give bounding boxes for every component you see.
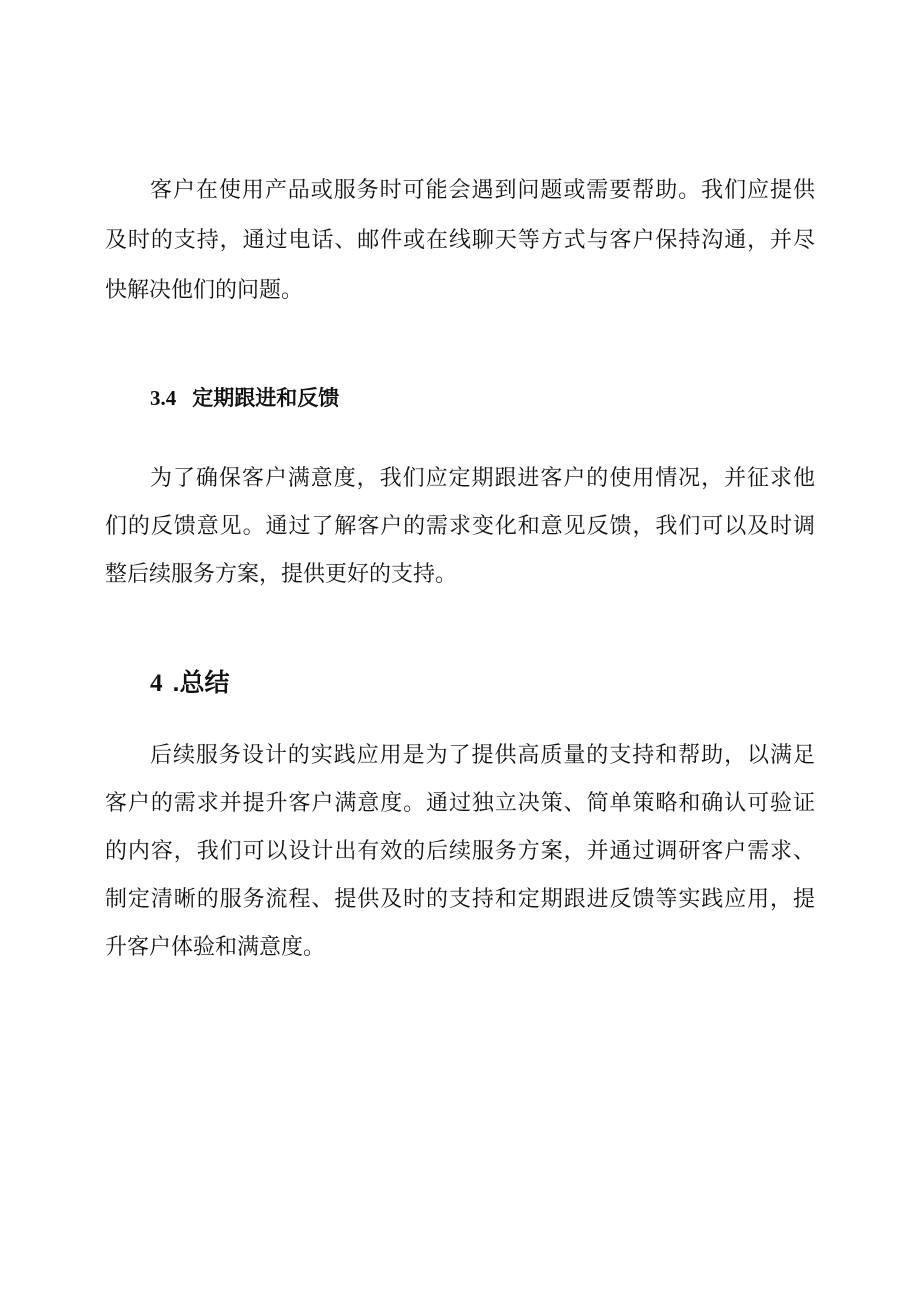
section-title: 定期跟进和反馈 xyxy=(192,387,340,410)
paragraph-3-line: 的内容，我们可以设计出有效的后续服务方案，并通过调研客户需求、 xyxy=(105,838,815,863)
section-3-4-heading xyxy=(105,374,860,422)
paragraph-3-line: 后续服务设计的实践应用是为了提供高质量的支持和帮助，以满足 xyxy=(150,742,815,767)
paragraph-2-line: 们的反馈意见。通过了解客户的需求变化和意见反馈，我们可以及时调 xyxy=(105,513,815,538)
paragraph-2 xyxy=(105,454,815,598)
section-number: 4 xyxy=(150,670,163,697)
paragraph-3-line: 客户的需求并提升客户满意度。通过独立决策、简单策略和确认可验证 xyxy=(105,790,815,815)
paragraph-3-line: 制定清晰的服务流程、提供及时的支持和定期跟进反馈等实践应用，提 xyxy=(105,886,815,911)
section-4-heading xyxy=(105,659,860,707)
paragraph-2-line: 整后续服务方案，提供更好的支持。 xyxy=(105,561,458,586)
paragraph-1 xyxy=(105,165,815,315)
section-title: .总结 xyxy=(172,669,230,697)
paragraph-2-line: 为了确保客户满意度，我们应定期跟进客户的使用情况，并征求他 xyxy=(150,465,815,490)
paragraph-3-line: 升客户体验和满意度。 xyxy=(105,934,326,959)
paragraph-1-line: 客户在使用产品或服务时可能会遇到问题或需要帮助。我们应提供 xyxy=(150,177,815,202)
paragraph-3 xyxy=(105,731,815,971)
section-number: 3.4 xyxy=(150,386,177,410)
paragraph-1-line: 快解决他们的问题。 xyxy=(105,277,304,302)
paragraph-1-line: 及时的支持，通过电话、邮件或在线聊天等方式与客户保持沟通，并尽 xyxy=(105,227,815,252)
